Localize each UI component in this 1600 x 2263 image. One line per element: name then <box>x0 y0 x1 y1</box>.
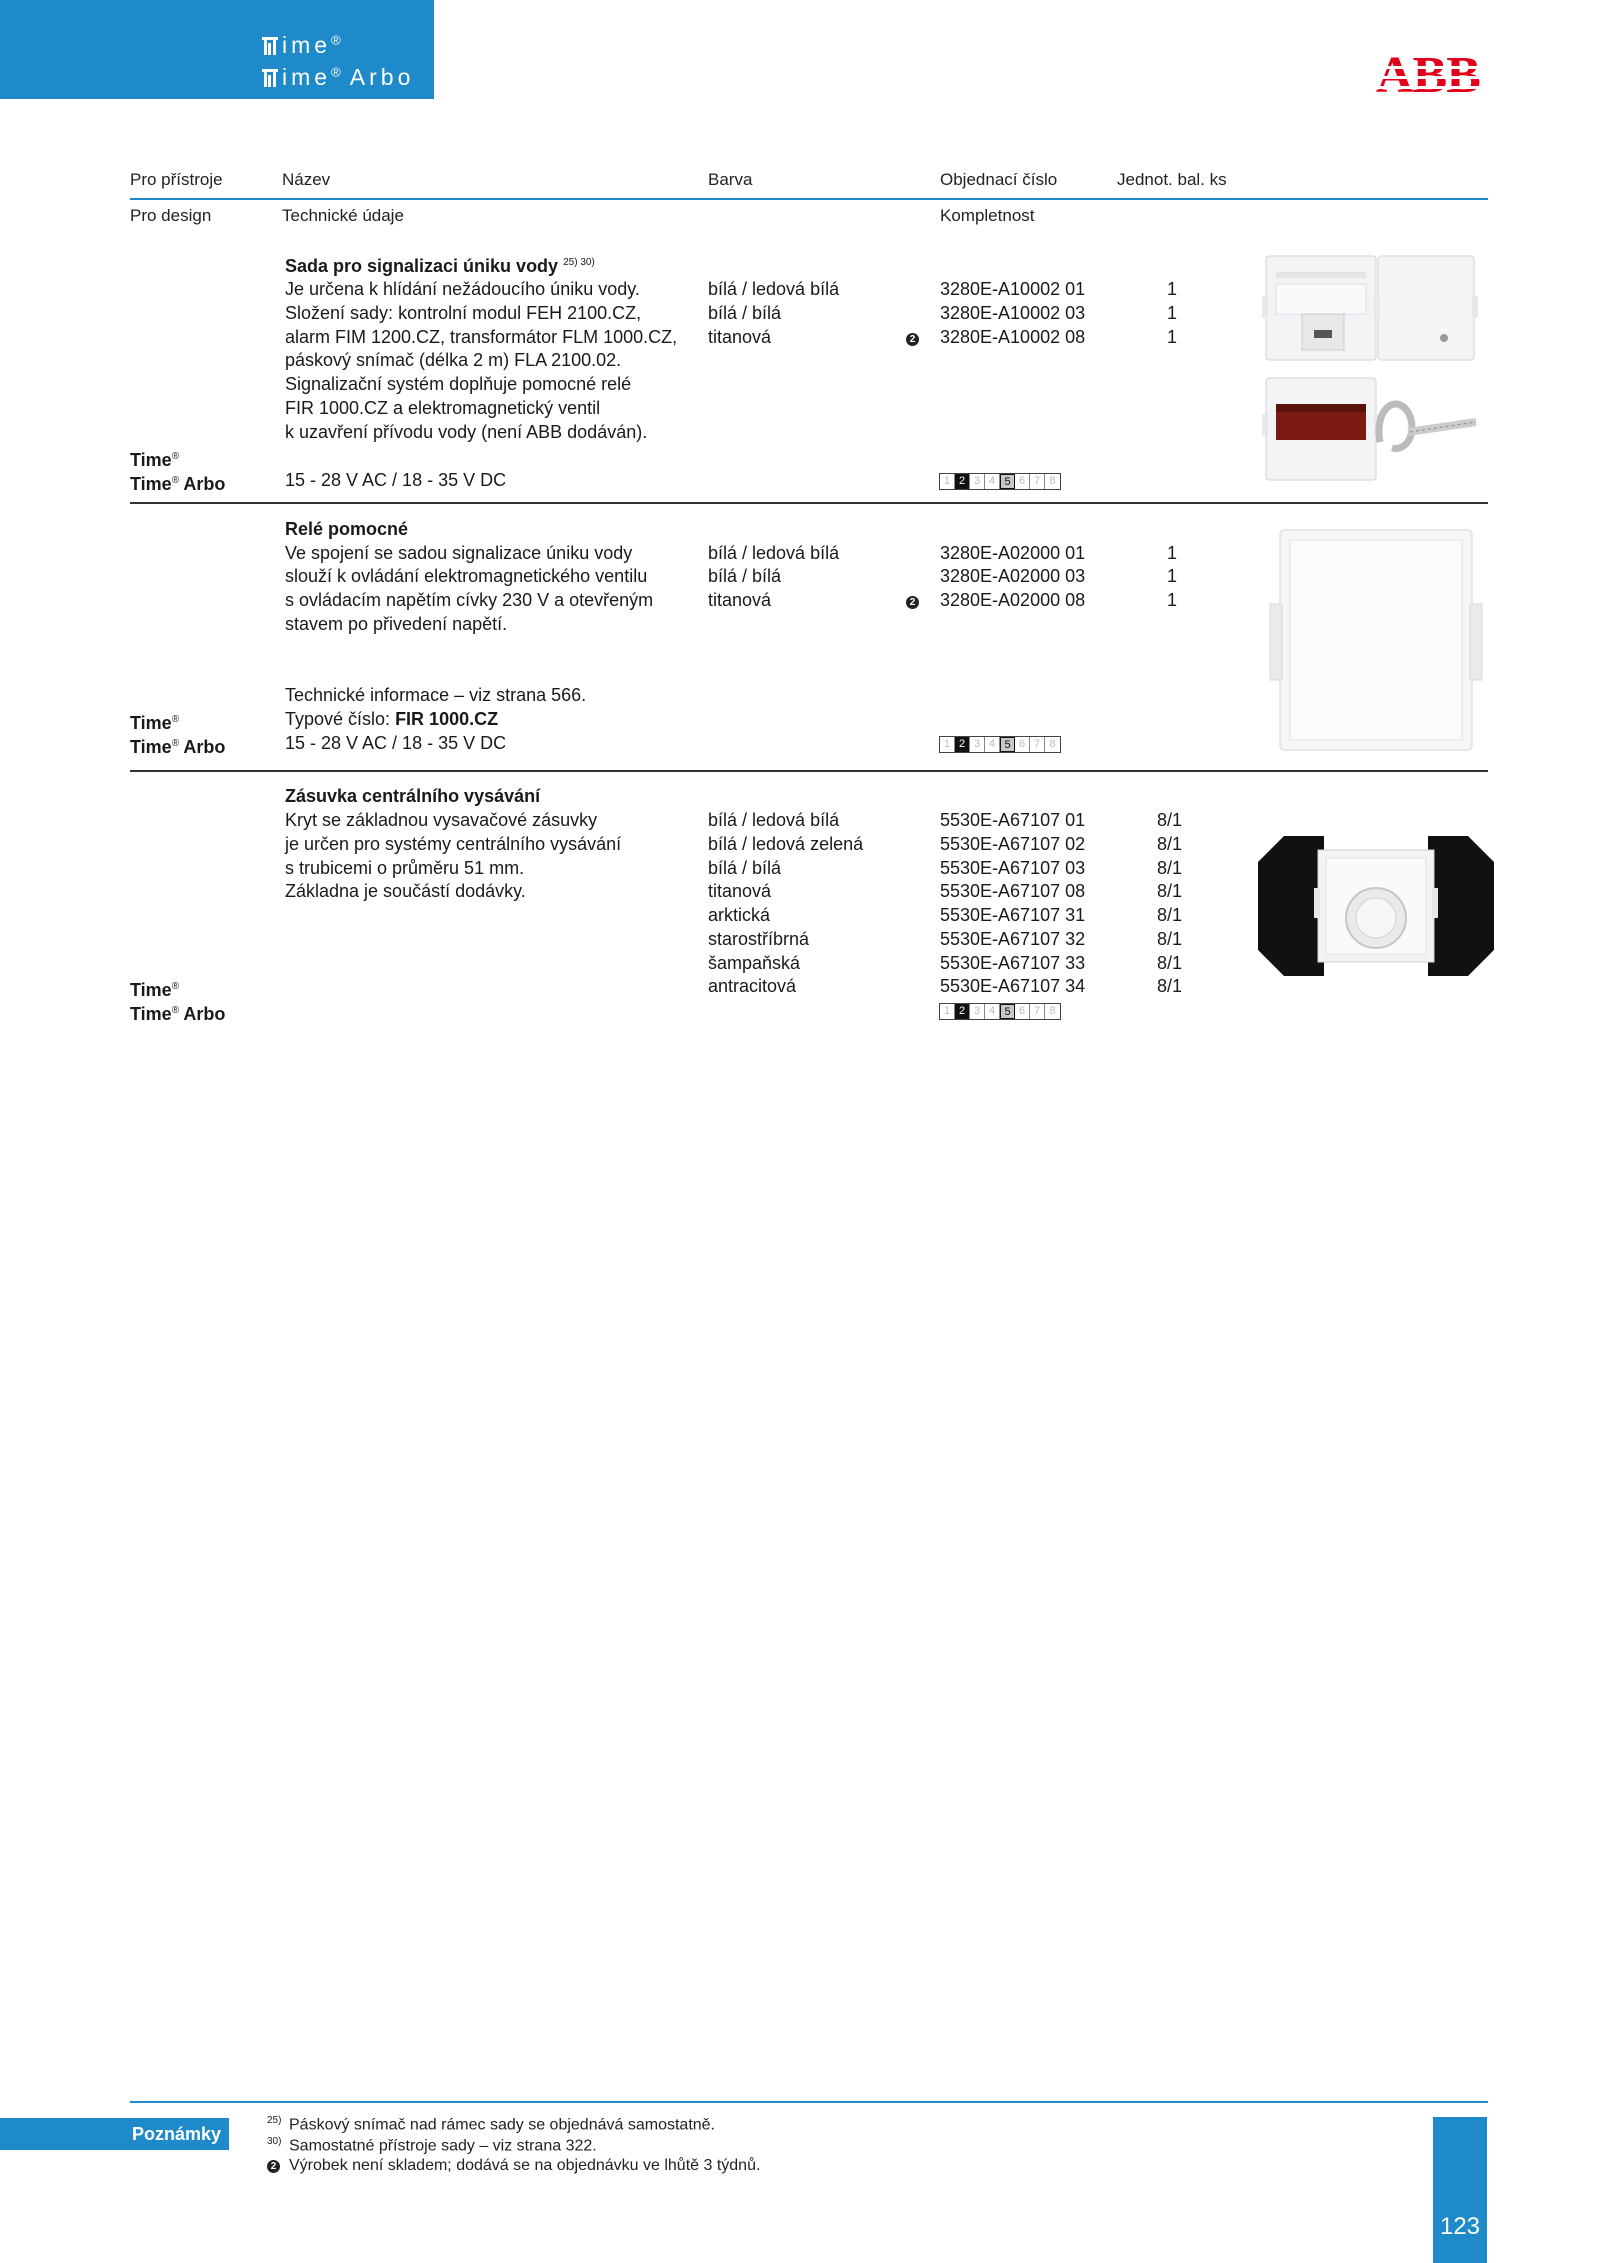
order-cell: 5530E-A67107 03 <box>940 858 1086 878</box>
pack-cell: 8/1 <box>1157 976 1183 996</box>
pack-cell: 8/1 <box>1157 953 1183 973</box>
brand-time-arbo: ime® Arbo <box>262 64 414 91</box>
description-line: alarm FIM 1200.CZ, transformátor FLM 1000.CZ, <box>285 327 678 347</box>
pack-cell: 1 <box>1167 303 1178 323</box>
brand-time: ime® <box>262 32 341 59</box>
pack-cell: 1 <box>1167 279 1178 299</box>
stock-marker-icon: 2 <box>906 326 919 350</box>
description-line: Složení sady: kontrolní modul FEH 2100.CZ, <box>285 303 642 323</box>
design-time-arbo: Time® Arbo <box>130 1004 226 1024</box>
page-number: 123 <box>1439 2213 1481 2240</box>
color-cell: bílá / ledová bílá <box>708 810 840 830</box>
design-time-arbo: Time® Arbo <box>130 737 226 757</box>
col-header-order: Objednací číslo <box>940 170 1058 189</box>
order-cell: 5530E-A67107 34 <box>940 976 1086 996</box>
color-cell: šampaňská <box>708 953 801 973</box>
pack-cell: 1 <box>1167 590 1178 610</box>
color-cell: bílá / ledová bílá <box>708 279 840 299</box>
footer-rule <box>130 2101 1488 2103</box>
order-cell: 5530E-A67107 31 <box>940 905 1086 925</box>
description-line: je určen pro systémy centrálního vysávání <box>285 834 622 854</box>
order-cell: 5530E-A67107 01 <box>940 810 1086 830</box>
col-header-pack: Jednot. bal. ks <box>1117 170 1227 189</box>
col-header-tech: Technické údaje <box>282 206 404 225</box>
description-line: s trubicemi o průměru 51 mm. <box>285 858 525 878</box>
completeness-boxes: 1 2 3 4 5 6 7 8 <box>939 736 1061 753</box>
section-divider <box>130 502 1488 504</box>
order-cell: 3280E-A02000 08 <box>940 590 1086 610</box>
abb-logo <box>1376 52 1487 100</box>
order-cell: 5530E-A67107 02 <box>940 834 1086 854</box>
brand-banner <box>0 0 434 99</box>
color-cell: bílá / bílá <box>708 858 782 878</box>
design-time: Time® <box>130 450 180 470</box>
order-cell: 3280E-A10002 03 <box>940 303 1086 323</box>
order-cell: 3280E-A10002 08 <box>940 327 1086 347</box>
order-cell: 5530E-A67107 33 <box>940 953 1086 973</box>
description-line: Signalizační systém doplňuje pomocné relé <box>285 374 632 394</box>
tape-sensor-image <box>1368 382 1484 464</box>
time-logo-icon <box>262 37 278 55</box>
color-cell: bílá / ledová zelená <box>708 834 864 854</box>
page-number-box <box>1433 2117 1487 2263</box>
color-cell: arktická <box>708 905 771 925</box>
description-line: Je určena k hlídání nežádoucího úniku vody. <box>285 279 640 299</box>
notes-label: Poznámky <box>0 2118 229 2150</box>
pack-cell: 8/1 <box>1157 858 1183 878</box>
control-module-image <box>1262 252 1382 366</box>
stock-marker-icon: 2 <box>267 2160 280 2173</box>
section-title: Sada pro signalizaci úniku vody $^{25) 30)}$ <box>285 256 595 276</box>
completeness-boxes: 1 2 3 4 5 6 7 8 <box>939 1003 1061 1020</box>
description-line: páskový snímač (délka 2 m) FLA 2100.02. <box>285 350 622 370</box>
tech-info-reference: Technické informace – viz strana 566. <box>285 685 587 705</box>
pack-cell: 8/1 <box>1157 905 1183 925</box>
col-header-complete: Kompletnost <box>940 206 1035 225</box>
order-cell: 5530E-A67107 32 <box>940 929 1086 949</box>
color-cell: bílá / ledová bílá <box>708 543 840 563</box>
vacuum-socket-image <box>1254 830 1498 982</box>
pack-cell: 8/1 <box>1157 810 1183 830</box>
pack-cell: 1 <box>1167 566 1178 586</box>
description-line: Kryt se základnou vysavačové zásuvky <box>285 810 598 830</box>
pack-cell: 8/1 <box>1157 881 1183 901</box>
design-time: Time® <box>130 980 180 1000</box>
pack-cell: 8/1 <box>1157 929 1183 949</box>
stock-marker-icon: 2 <box>906 589 919 613</box>
color-cell: titanová <box>708 881 772 901</box>
completeness-boxes: 1 2 3 4 5 6 7 8 <box>939 473 1061 490</box>
col-header-device: Pro přístroje <box>130 170 223 189</box>
color-cell: titanová <box>708 590 772 610</box>
relay-image <box>1268 526 1486 756</box>
section-title: Zásuvka centrálního vysávání <box>285 786 541 806</box>
color-cell: starostříbrná <box>708 929 810 949</box>
tech-specs: 15 - 28 V AC / 18 - 35 V DC <box>285 733 507 753</box>
description-line: k uzavření přívodu vody (není ABB dodáván). <box>285 422 648 442</box>
description-line: slouží k ovládání elektromagnetického ventilu <box>285 566 648 586</box>
col-header-name: Název <box>282 170 331 189</box>
alarm-image <box>1374 252 1480 366</box>
order-cell: 3280E-A02000 01 <box>940 543 1086 563</box>
header-rule <box>130 198 1488 200</box>
design-time-arbo: Time® Arbo <box>130 474 226 494</box>
col-header-design: Pro design <box>130 206 212 225</box>
description-line: s ovládacím napětím cívky 230 V a otevřeným <box>285 590 654 610</box>
section-title: Relé pomocné <box>285 519 409 539</box>
footnote-25: 25) Páskový snímač nad rámec sady se objednává samostatně. <box>267 2115 715 2134</box>
description-line: Základna je součástí dodávky. <box>285 881 526 901</box>
section-divider <box>130 770 1488 772</box>
color-cell: titanová <box>708 327 772 347</box>
design-time: Time® <box>130 713 180 733</box>
tech-specs: 15 - 28 V AC / 18 - 35 V DC <box>285 470 507 490</box>
color-cell: bílá / bílá <box>708 303 782 323</box>
description-line: Ve spojení se sadou signalizace úniku vody <box>285 543 633 563</box>
type-number: Typové číslo: FIR 1000.CZ <box>285 709 499 729</box>
order-cell: 3280E-A10002 01 <box>940 279 1086 299</box>
pack-cell: 1 <box>1167 327 1178 347</box>
footnote-stock: 2 Výrobek není skladem; dodává se na objednávku ve lhůtě 3 týdnů. <box>267 2157 760 2175</box>
time-logo-icon <box>262 69 278 87</box>
color-cell: bílá / bílá <box>708 566 782 586</box>
order-cell: 3280E-A02000 03 <box>940 566 1086 586</box>
col-header-color: Barva <box>708 170 753 189</box>
footnote-30: 30) Samostatné přístroje sady – viz strana 322. <box>267 2136 597 2155</box>
pack-cell: 8/1 <box>1157 834 1183 854</box>
transformer-image <box>1262 374 1382 484</box>
description-line: FIR 1000.CZ a elektromagnetický ventil <box>285 398 601 418</box>
color-cell: antracitová <box>708 976 797 996</box>
description-line: stavem po přivedení napětí. <box>285 614 508 634</box>
pack-cell: 1 <box>1167 543 1178 563</box>
order-cell: 5530E-A67107 08 <box>940 881 1086 901</box>
